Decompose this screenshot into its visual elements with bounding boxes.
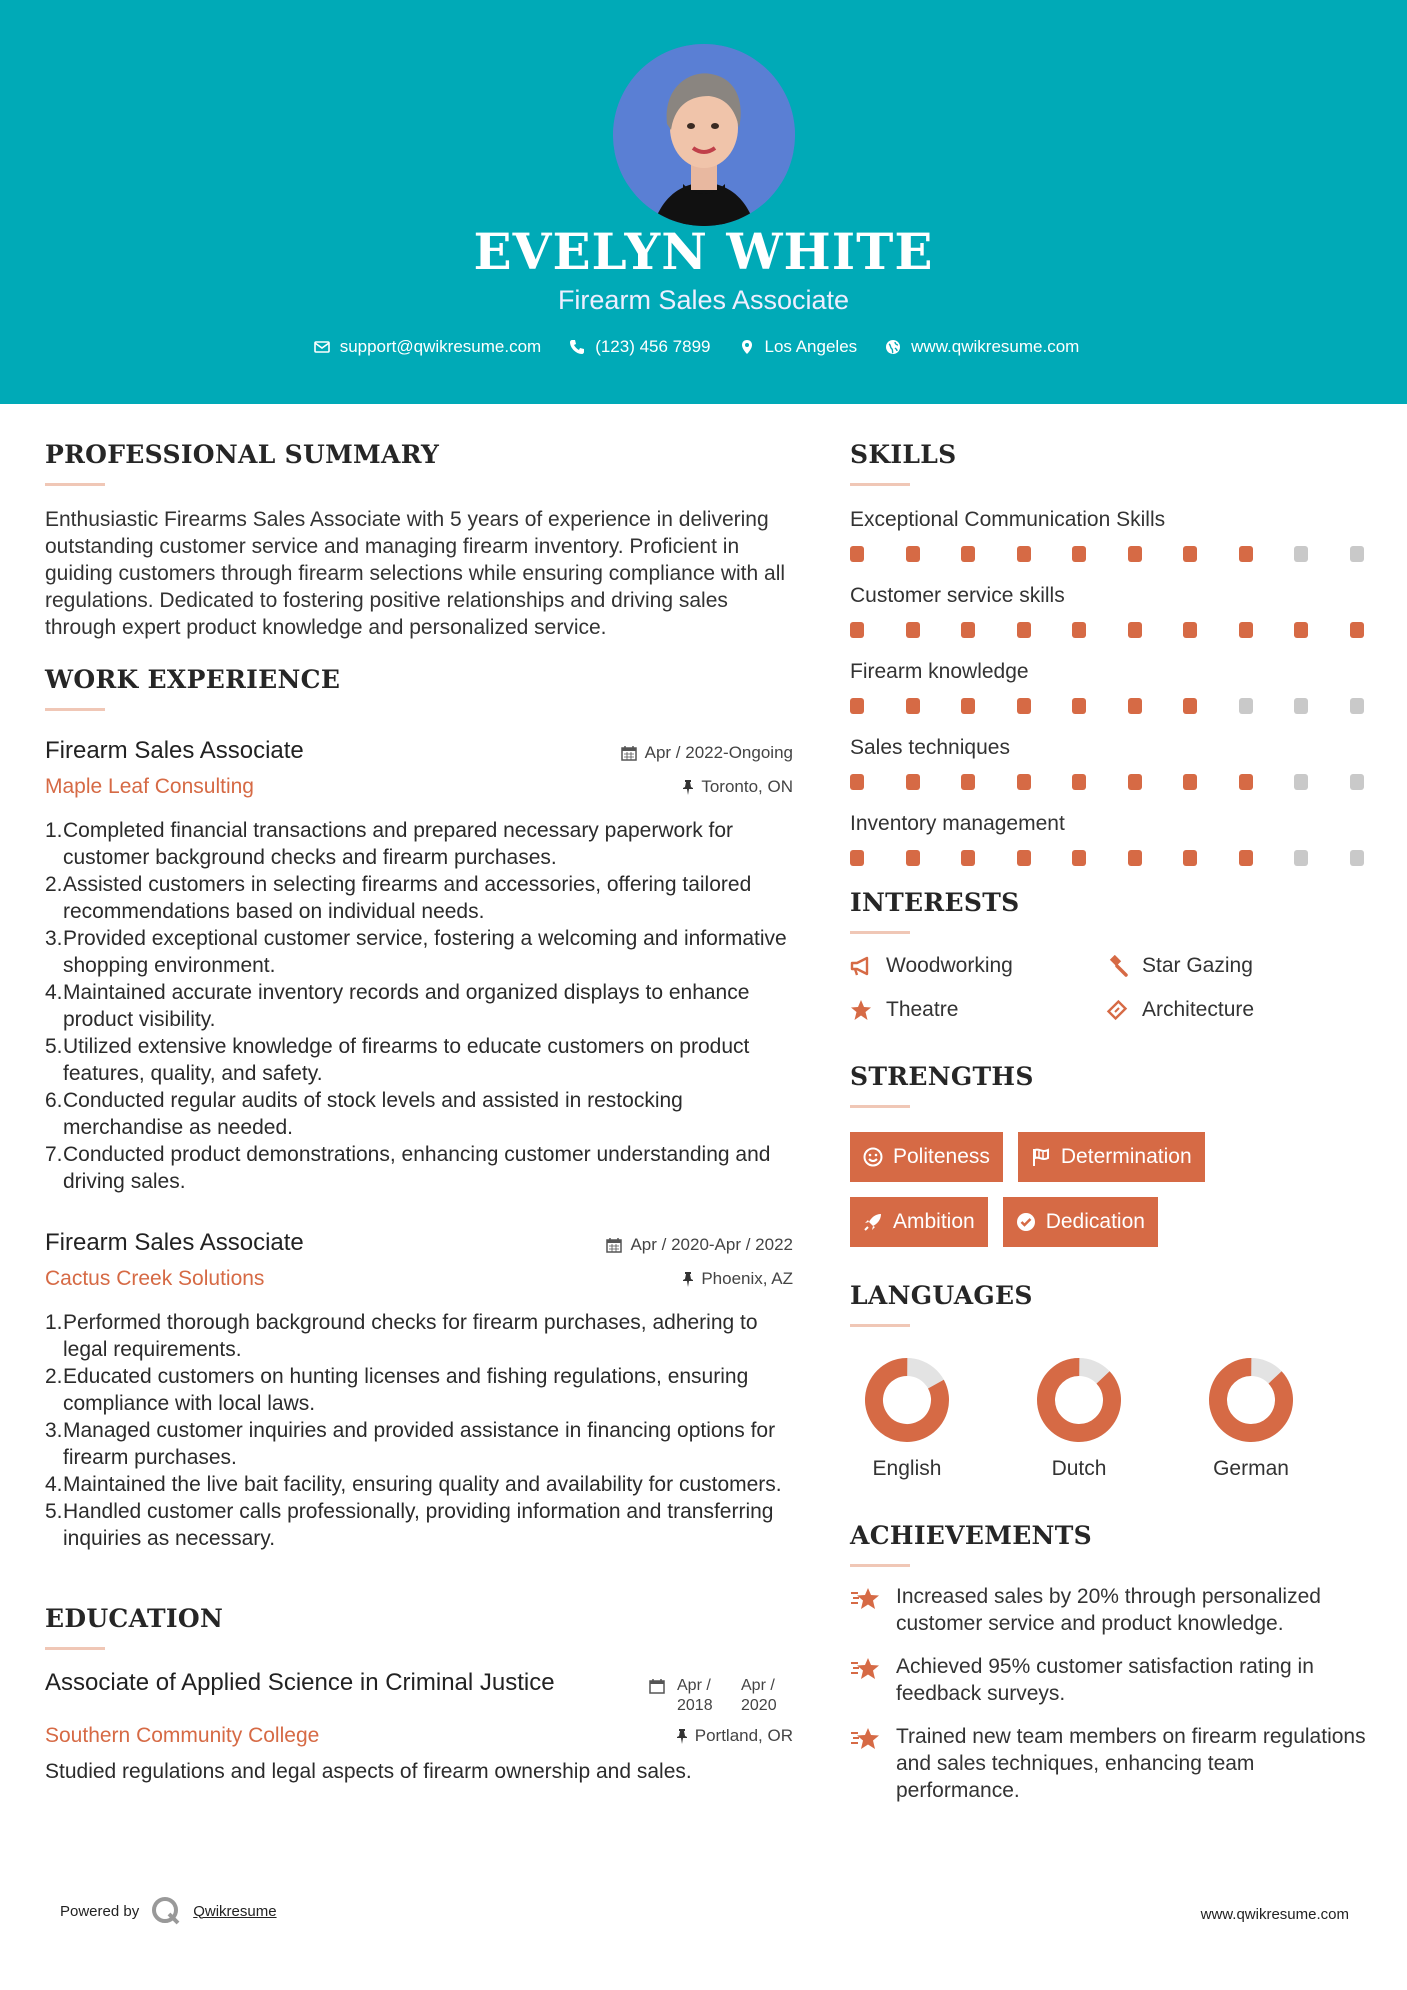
education-heading: EDUCATION (45, 1604, 224, 1633)
rating-dot (1239, 546, 1253, 562)
skill-name: Firearm knowledge (850, 660, 1029, 683)
gavel-icon (1106, 955, 1128, 977)
rating-dot (1128, 850, 1142, 866)
heading-underline (45, 1647, 105, 1650)
powered-by-text: Powered by (60, 1902, 140, 1920)
rating-dot (1072, 546, 1086, 562)
strength-badge: Determination (1018, 1132, 1205, 1182)
rating-dot (1350, 774, 1364, 790)
strength-badge: Ambition (850, 1197, 988, 1247)
rating-dot (1183, 622, 1197, 638)
rating-dot (1294, 622, 1308, 638)
skill-rating (850, 850, 1364, 866)
language-gauge-fill (1036, 1357, 1122, 1443)
job-company: Cactus Creek Solutions (45, 1267, 265, 1290)
contact-phone[interactable] (569, 337, 710, 357)
rating-dot (850, 698, 864, 714)
rating-dot (1017, 546, 1031, 562)
rating-dot (1072, 774, 1086, 790)
rating-dot (961, 546, 975, 562)
website-text: www.qwikresume.com (911, 337, 1080, 356)
rating-dot (1017, 698, 1031, 714)
degree-title: Associate of Applied Science in Criminal Justice (45, 1669, 555, 1696)
pushpin-icon (676, 1728, 688, 1744)
footer-site[interactable]: www.qwikresume.com (1200, 1906, 1349, 1923)
list-item: 5. Handled customer calls professionally, providing information and transferring inquiries as necessary. (45, 1500, 774, 1550)
job-entry (45, 737, 793, 1195)
trophy-star-icon (850, 1655, 882, 1683)
heading-underline (850, 1564, 910, 1567)
heading-underline (850, 1105, 910, 1108)
school-name: Southern Community College (45, 1724, 320, 1747)
rating-dot (961, 698, 975, 714)
globe-icon (885, 339, 901, 355)
education-note: Studied regulations and legal aspects of firearm ownership and sales. (45, 1760, 692, 1783)
rating-dot (1128, 774, 1142, 790)
education-start: Apr / 2018 (677, 1677, 713, 1714)
rating-dot (961, 774, 975, 790)
flag-icon (1031, 1147, 1051, 1167)
rating-dot (1128, 698, 1142, 714)
language-gauge-fill (1208, 1357, 1294, 1443)
rating-dot (1294, 774, 1308, 790)
skills-list (850, 508, 1370, 866)
language-item (1208, 1357, 1294, 1481)
rating-dot (1294, 698, 1308, 714)
job-bullets (45, 817, 793, 1195)
rating-dot (1183, 774, 1197, 790)
strength-badge: Politeness (850, 1132, 1003, 1182)
education-end: Apr / 2020 (741, 1677, 777, 1714)
list-item: 4. Maintained accurate inventory records and organized displays to enhance product visibility. (45, 981, 750, 1031)
contact-bar (0, 337, 1407, 357)
skill-name: Inventory management (850, 812, 1065, 835)
language-item (1036, 1357, 1122, 1481)
job-location (682, 1269, 793, 1289)
header-banner (0, 0, 1407, 404)
contact-location (739, 337, 858, 357)
pushpin-icon (682, 1271, 694, 1287)
job-title: Firearm Sales Associate (45, 737, 304, 764)
right-column (850, 440, 1370, 1804)
strengths-list (850, 1132, 1350, 1247)
interest-item: Star Gazing (1106, 954, 1346, 978)
skill-name: Sales techniques (850, 736, 1010, 759)
rating-dot (961, 622, 975, 638)
rating-dot (906, 546, 920, 562)
trophy-star-icon (850, 1585, 882, 1613)
interests-heading: INTERESTS (850, 888, 1020, 917)
list-item: 1. Performed thorough background checks for firearm purchases, adhering to legal requirements. (45, 1311, 758, 1361)
rating-dot (906, 850, 920, 866)
ticket-icon (1106, 999, 1128, 1021)
list-item: 2. Educated customers on hunting licenses and fishing regulations, ensuring compliance with local laws. (45, 1365, 749, 1415)
rating-dot (1294, 546, 1308, 562)
strength-badge: Dedication (1003, 1197, 1158, 1247)
language-gauge (1208, 1357, 1294, 1443)
job-bullets (45, 1309, 793, 1552)
language-label: Dutch (1051, 1457, 1107, 1480)
skill-rating (850, 774, 1364, 790)
education-location (676, 1726, 793, 1746)
brand-link[interactable]: Qwikresume (193, 1902, 277, 1920)
trophy-star-icon (850, 1725, 882, 1753)
skill-name: Customer service skills (850, 584, 1065, 607)
list-item: 4. Maintained the live bait facility, ensuring quality and availability for customers. (45, 1473, 782, 1496)
interest-item: Woodworking (850, 954, 1106, 978)
education-dates (649, 1676, 793, 1716)
job-dates-text: Apr / 2022-Ongoing (644, 743, 793, 762)
job-company: Maple Leaf Consulting (45, 775, 254, 798)
heading-underline (850, 1324, 910, 1327)
languages-heading: LANGUAGES (850, 1281, 1033, 1310)
rating-dot (1072, 850, 1086, 866)
job-dates (606, 1235, 793, 1255)
interest-item: Theatre (850, 998, 1106, 1022)
heading-underline (850, 931, 910, 934)
rating-dot (906, 698, 920, 714)
skill-rating (850, 698, 1364, 714)
list-item: 1. Completed financial transactions and prepared necessary paperwork for customer background checks and firearm purchases. (45, 819, 734, 869)
job-dates-text: Apr / 2020-Apr / 2022 (630, 1235, 793, 1254)
job-location-text: Phoenix, AZ (701, 1269, 793, 1288)
heading-underline (850, 483, 910, 486)
rating-dot (1183, 698, 1197, 714)
candidate-role: Firearm Sales Associate (557, 285, 850, 315)
calendar-icon (606, 1237, 622, 1253)
education-entry (45, 1668, 793, 1785)
rating-dot (1017, 850, 1031, 866)
heading-underline (45, 483, 105, 486)
job-entry (45, 1229, 793, 1552)
languages-list (864, 1357, 1370, 1481)
achievement-item: Increased sales by 20% through personalized customer service and product knowledge. (850, 1583, 1370, 1637)
location-text: Los Angeles (764, 337, 858, 356)
calendar-icon (621, 745, 637, 761)
language-label: German (1213, 1457, 1289, 1480)
envelope-icon (314, 339, 330, 355)
email-text: support@qwikresume.com (339, 337, 542, 356)
rating-dot (906, 622, 920, 638)
rating-dot (1350, 698, 1364, 714)
achievements-list (850, 1583, 1370, 1804)
strengths-heading: STRENGTHS (850, 1062, 1034, 1091)
rating-dot (1128, 546, 1142, 562)
rating-dot (1183, 546, 1197, 562)
rating-dot (1239, 850, 1253, 866)
list-item: 3. Managed customer inquiries and provided assistance in financing options for firearm purchases. (45, 1419, 776, 1469)
smile-icon (863, 1147, 883, 1167)
qwikresume-logo-icon (151, 1896, 181, 1926)
summary-heading: PROFESSIONAL SUMMARY (45, 440, 440, 469)
rating-dot (1017, 622, 1031, 638)
rating-dot (850, 546, 864, 562)
star-icon (850, 999, 872, 1021)
language-label: English (872, 1457, 942, 1480)
rating-dot (1072, 622, 1086, 638)
rating-dot (961, 850, 975, 866)
job-location (682, 777, 793, 797)
rating-dot (1350, 850, 1364, 866)
profile-photo (613, 44, 795, 226)
experience-heading: WORK EXPERIENCE (45, 665, 341, 694)
rating-dot (1350, 622, 1364, 638)
skills-heading: SKILLS (850, 440, 957, 469)
rating-dot (1239, 774, 1253, 790)
rating-dot (1128, 622, 1142, 638)
phone-text: (123) 456 7899 (595, 337, 711, 356)
footer-powered-by (60, 1896, 277, 1926)
rating-dot (850, 774, 864, 790)
language-gauge (864, 1357, 950, 1443)
rating-dot (1017, 774, 1031, 790)
rating-dot (850, 850, 864, 866)
job-title: Firearm Sales Associate (45, 1229, 304, 1256)
language-gauge-fill (864, 1357, 950, 1443)
interests-list (850, 954, 1370, 1022)
language-gauge (1036, 1357, 1122, 1443)
summary-text: Enthusiastic Firearms Sales Associate with 5 years of experience in delivering outstanding customer service and managing firearm inventory. Proficient in guiding customers through firearm selections while ensuring compliance with all regulations. Dedicated to fostering positive relationships and driving sales through expert product knowledge and personalized service. (45, 508, 786, 639)
rating-dot (1350, 546, 1364, 562)
rating-dot (1294, 850, 1308, 866)
list-item: 6. Conducted regular audits of stock levels and assisted in restocking merchandise as needed. (45, 1089, 683, 1139)
list-item: 3. Provided exceptional customer service, fostering a welcoming and informative shopping environment. (45, 927, 787, 977)
heading-underline (45, 708, 105, 711)
list-item: 7. Conducted product demonstrations, enhancing customer understanding and driving sales. (45, 1143, 771, 1193)
achievements-heading: ACHIEVEMENTS (850, 1521, 1092, 1550)
interest-item: Architecture (1106, 998, 1346, 1022)
map-pin-icon (739, 339, 755, 355)
megaphone-icon (850, 955, 872, 977)
job-dates (621, 743, 793, 763)
achievement-item: Achieved 95% customer satisfaction rating in feedback surveys. (850, 1653, 1370, 1707)
left-column (45, 440, 793, 1785)
job-location-text: Toronto, ON (701, 777, 793, 796)
check-circle-icon (1016, 1212, 1036, 1232)
rating-dot (850, 622, 864, 638)
rating-dot (1072, 698, 1086, 714)
rating-dot (1239, 698, 1253, 714)
phone-icon (569, 339, 585, 355)
rating-dot (1183, 850, 1197, 866)
list-item: 5. Utilized extensive knowledge of firearms to educate customers on product features, quality, and safety. (45, 1035, 750, 1085)
candidate-name: EVELYN WHITE (473, 222, 934, 281)
language-item (864, 1357, 950, 1481)
contact-email[interactable] (314, 337, 542, 357)
rating-dot (906, 774, 920, 790)
rocket-icon (863, 1212, 883, 1232)
list-item: 2. Assisted customers in selecting firearms and accessories, offering tailored recommendations based on individual needs. (45, 873, 752, 923)
skill-name: Exceptional Communication Skills (850, 508, 1166, 531)
education-location-text: Portland, OR (694, 1726, 793, 1745)
calendar-icon (649, 1678, 665, 1694)
achievement-item: Trained new team members on firearm regulations and sales techniques, enhancing team performance. (850, 1723, 1370, 1804)
contact-website[interactable] (885, 337, 1079, 357)
pushpin-icon (682, 779, 694, 795)
skill-rating (850, 546, 1364, 562)
rating-dot (1239, 622, 1253, 638)
skill-rating (850, 622, 1364, 638)
